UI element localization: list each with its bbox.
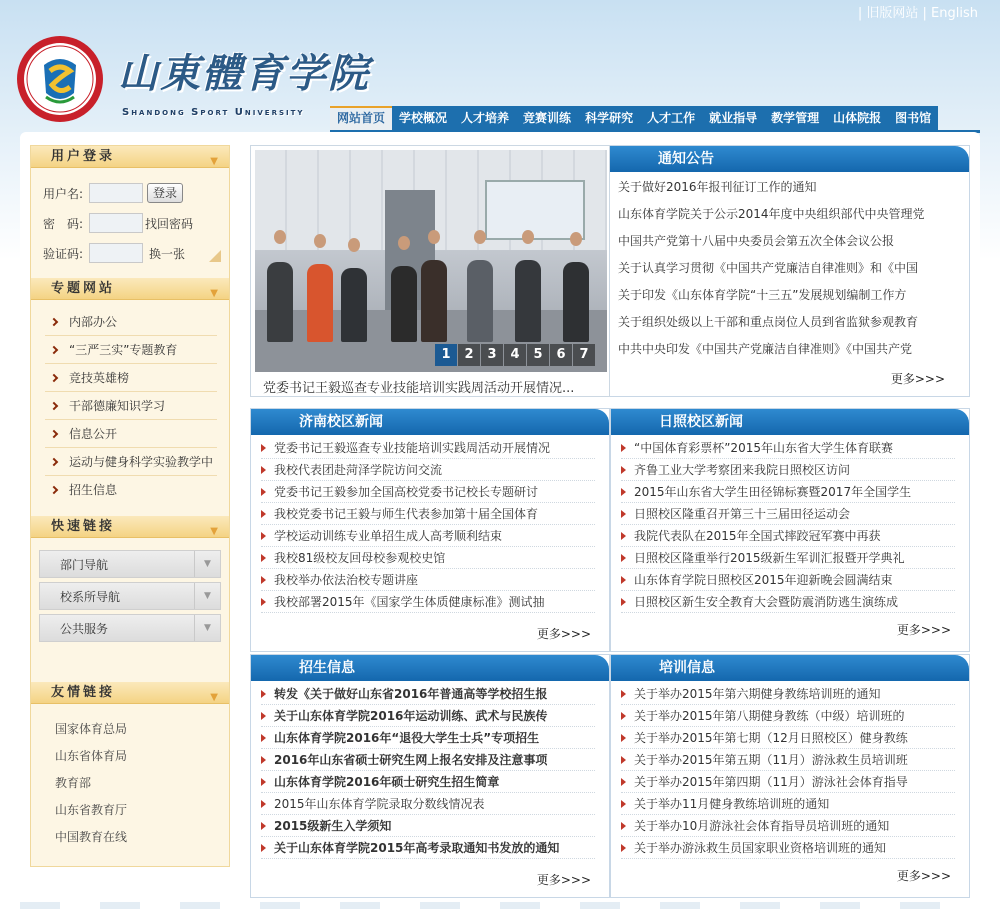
notice-item[interactable]: 关于认真学习贯彻《中国共产党廉洁自律准则》和《中国 bbox=[618, 261, 919, 275]
admissions-list bbox=[251, 681, 609, 859]
slide-page-button[interactable]: 7 bbox=[573, 344, 595, 366]
news-item[interactable]: 日照校区隆重举行2015级新生军训汇报暨开学典礼 bbox=[621, 547, 955, 569]
nav-university-newspaper[interactable]: 山体院报 bbox=[826, 106, 888, 131]
nav-talent-work[interactable]: 人才工作 bbox=[640, 106, 702, 131]
bullet-icon bbox=[261, 510, 266, 518]
friend-link[interactable]: 山东省教育厅 bbox=[55, 803, 128, 817]
bullet-icon bbox=[261, 756, 266, 764]
topic-item[interactable] bbox=[45, 308, 217, 336]
bullet-icon bbox=[621, 778, 626, 786]
admission-item[interactable]: 山东体育学院2016年“退役大学生士兵”专项招生 bbox=[261, 727, 595, 749]
topic-item[interactable] bbox=[45, 336, 217, 364]
admission-item[interactable]: 2015年山东体育学院录取分数线情况表 bbox=[261, 793, 595, 815]
chevron-down-icon: ▼ bbox=[194, 583, 220, 609]
training-item[interactable]: 关于举办游泳救生员国家职业资格培训班的通知 bbox=[621, 837, 955, 859]
notice-item[interactable]: 山东体育学院关于公示2014年度中央组织部代中央管理党 bbox=[618, 207, 925, 221]
training-panel bbox=[610, 654, 970, 898]
college-nav-select[interactable] bbox=[39, 582, 221, 610]
admission-item[interactable]: 转发《关于做好山东省2016年普通高等学校招生报 bbox=[261, 683, 595, 705]
rizhao-more-link[interactable]: 更多>>> bbox=[896, 623, 951, 637]
news-item[interactable]: 我校部署2015年《国家学生体质健康标准》测试抽 bbox=[261, 591, 595, 613]
slideshow-caption[interactable]: 党委书记王毅巡查专业技能培训实践周活动开展情况... bbox=[263, 381, 575, 396]
bullet-icon bbox=[621, 532, 626, 540]
captcha-input[interactable] bbox=[89, 243, 143, 263]
training-item[interactable]: 关于举办10月游泳社会体育指导员培训班的通知 bbox=[621, 815, 955, 837]
login-button[interactable]: 登录 bbox=[147, 183, 183, 203]
slide-page-button[interactable]: 5 bbox=[527, 344, 549, 366]
news-item[interactable]: 日照校区隆重召开第三十三届田径运动会 bbox=[621, 503, 955, 525]
english-link[interactable]: English bbox=[931, 6, 978, 21]
training-item[interactable]: 关于举办2015年第八期健身教练（中级）培训班的 bbox=[621, 705, 955, 727]
arrow-right-icon bbox=[50, 486, 58, 494]
news-item[interactable]: 学校运动训练专业单招生成人高考顺利结束 bbox=[261, 525, 595, 547]
chevron-down-icon: ▼ bbox=[210, 692, 221, 703]
select-label: 部门导航 bbox=[60, 557, 109, 572]
bullet-icon bbox=[621, 510, 626, 518]
bullet-icon bbox=[621, 466, 626, 474]
slide-page-button[interactable]: 6 bbox=[550, 344, 572, 366]
topic-item[interactable] bbox=[45, 448, 217, 476]
bullet-icon bbox=[621, 598, 626, 606]
rizhao-news-header bbox=[611, 409, 969, 435]
news-item[interactable]: 我校举办依法治校专题讲座 bbox=[261, 569, 595, 591]
rizhao-news-title: 日照校区新闻 bbox=[611, 409, 969, 435]
news-item[interactable]: 党委书记王毅巡查专业技能培训实践周活动开展情况 bbox=[261, 437, 595, 459]
sidebar bbox=[30, 145, 230, 867]
nav-employment[interactable]: 就业指导 bbox=[702, 106, 764, 131]
separator: | bbox=[857, 6, 863, 21]
bullet-icon bbox=[261, 844, 266, 852]
public-service-select[interactable] bbox=[39, 614, 221, 642]
bullet-icon bbox=[621, 844, 626, 852]
news-item[interactable]: 我校党委书记王毅与师生代表参加第十届全国体育 bbox=[261, 503, 595, 525]
jinan-news-list bbox=[251, 435, 609, 613]
topic-label: “三严三实”专题教育 bbox=[69, 342, 178, 357]
select-label: 校系所导航 bbox=[60, 589, 121, 604]
username-label: 用户名: bbox=[43, 186, 84, 201]
main-nav bbox=[330, 106, 938, 131]
jinan-news-panel bbox=[250, 408, 610, 652]
arrow-right-icon bbox=[50, 429, 58, 437]
admission-item[interactable]: 关于山东体育学院2016年运动训练、武术与民族传 bbox=[261, 705, 595, 727]
university-seal-logo[interactable] bbox=[16, 35, 104, 123]
change-captcha-link[interactable]: 换一张 bbox=[149, 246, 186, 261]
bullet-icon bbox=[621, 822, 626, 830]
bullet-icon bbox=[261, 532, 266, 540]
bullet-icon bbox=[621, 554, 626, 562]
training-more-link[interactable]: 更多>>> bbox=[896, 869, 951, 883]
friend-link[interactable]: 国家体育总局 bbox=[55, 722, 128, 736]
chevron-down-icon: ▼ bbox=[210, 526, 221, 537]
arrow-right-icon bbox=[50, 345, 58, 353]
bullet-icon bbox=[261, 598, 266, 606]
training-header bbox=[611, 655, 969, 681]
news-item[interactable]: 齐鲁工业大学考察团来我院日照校区访问 bbox=[621, 459, 955, 481]
rizhao-news-panel bbox=[610, 408, 970, 652]
select-label: 公共服务 bbox=[60, 621, 109, 636]
nav-competition-training[interactable]: 竞赛训练 bbox=[516, 106, 578, 131]
bullet-icon bbox=[261, 466, 266, 474]
slideshow-pager bbox=[434, 344, 595, 366]
bullet-icon bbox=[621, 756, 626, 764]
admissions-panel bbox=[250, 654, 610, 898]
bullet-icon bbox=[621, 444, 626, 452]
login-form bbox=[31, 168, 229, 278]
nav-home[interactable]: 网站首页 bbox=[330, 106, 392, 131]
bullet-icon bbox=[621, 734, 626, 742]
topics-title: 专题网站 bbox=[51, 281, 116, 296]
topic-item[interactable] bbox=[45, 364, 217, 392]
news-slideshow bbox=[250, 145, 610, 397]
topic-label: 竞技英雄榜 bbox=[69, 370, 130, 385]
username-input[interactable] bbox=[89, 183, 143, 203]
rizhao-news-list bbox=[611, 435, 969, 613]
bullet-icon bbox=[261, 444, 266, 452]
friend-links-title: 友情链接 bbox=[51, 685, 116, 700]
bullet-icon bbox=[621, 690, 626, 698]
notice-title: 通知公告 bbox=[610, 146, 969, 172]
bullet-icon bbox=[261, 554, 266, 562]
admissions-more-link[interactable]: 更多>>> bbox=[536, 873, 591, 887]
notice-list bbox=[610, 172, 969, 363]
bullet-icon bbox=[621, 800, 626, 808]
chevron-down-icon: ▼ bbox=[210, 156, 221, 167]
bullet-icon bbox=[261, 488, 266, 496]
training-item[interactable]: 关于举办2015年第六期健身教练培训班的通知 bbox=[621, 683, 955, 705]
training-item[interactable]: 关于举办11月健身教练培训班的通知 bbox=[621, 793, 955, 815]
login-header bbox=[31, 146, 229, 168]
slide-page-button[interactable]: 2 bbox=[458, 344, 480, 366]
department-nav-select[interactable] bbox=[39, 550, 221, 578]
friend-link[interactable]: 中国教育在线 bbox=[55, 830, 128, 844]
topic-label: 信息公开 bbox=[69, 426, 118, 441]
news-item[interactable]: 我校81级校友回母校参观校史馆 bbox=[261, 547, 595, 569]
bullet-icon bbox=[621, 712, 626, 720]
chevron-down-icon: ▼ bbox=[194, 551, 220, 577]
arrow-right-icon bbox=[50, 317, 58, 325]
slide-page-button[interactable]: 3 bbox=[481, 344, 503, 366]
notice-item[interactable]: 中共中央印发《中国共产党廉洁自律准则》《中国共产党 bbox=[618, 342, 913, 356]
password-label: 密 码: bbox=[43, 216, 84, 231]
news-item[interactable]: 党委书记王毅参加全国高校党委书记校长专题研讨 bbox=[261, 481, 595, 503]
admission-item[interactable]: 2015级新生入学须知 bbox=[261, 815, 595, 837]
logo-chinese-name[interactable]: 山東體育学院 bbox=[118, 50, 370, 97]
training-item[interactable]: 关于举办2015年第四期（11月）游泳社会体育指导 bbox=[621, 771, 955, 793]
slide-page-button[interactable]: 1 bbox=[435, 344, 457, 366]
topic-item[interactable] bbox=[45, 392, 217, 420]
slide-page-button[interactable]: 4 bbox=[504, 344, 526, 366]
find-password-link[interactable]: 找回密码 bbox=[145, 216, 194, 231]
logo-english-name: Shandong Sport University bbox=[122, 107, 305, 118]
training-item[interactable]: 关于举办2015年第五期（11月）游泳救生员培训班 bbox=[621, 749, 955, 771]
news-item[interactable]: 日照校区新生安全教育大会暨防震消防逃生演练成 bbox=[621, 591, 955, 613]
nav-school-overview[interactable]: 学校概况 bbox=[392, 106, 454, 131]
bullet-icon bbox=[621, 576, 626, 584]
admissions-header bbox=[251, 655, 609, 681]
arrow-right-icon bbox=[50, 401, 58, 409]
chevron-down-icon: ▼ bbox=[194, 615, 220, 641]
news-item[interactable]: 山东体育学院日照校区2015年迎新晚会圆满结束 bbox=[621, 569, 955, 591]
topic-list bbox=[31, 300, 229, 504]
topic-item[interactable] bbox=[45, 476, 217, 504]
separator: | bbox=[922, 6, 927, 21]
notice-item[interactable]: 关于组织处级以上干部和重点岗位人员到省监狱参观教育 bbox=[618, 315, 919, 329]
nav-teaching-management[interactable]: 教学管理 bbox=[764, 106, 826, 131]
nav-talent-training[interactable]: 人才培养 bbox=[454, 106, 516, 131]
password-input[interactable] bbox=[89, 213, 143, 233]
friend-links bbox=[31, 704, 229, 851]
training-title: 培训信息 bbox=[611, 655, 969, 681]
login-title: 用户登录 bbox=[51, 149, 116, 164]
nav-research[interactable]: 科学研究 bbox=[578, 106, 640, 131]
topics-header bbox=[31, 278, 229, 300]
bullet-icon bbox=[621, 488, 626, 496]
topic-label: 运动与健身科学实验教学中 bbox=[69, 454, 214, 469]
news-item[interactable]: 我校代表团赴菏泽学院访问交流 bbox=[261, 459, 595, 481]
footer-decoration bbox=[20, 902, 980, 909]
admission-item[interactable]: 2016年山东省硕士研究生网上报名安排及注意事项 bbox=[261, 749, 595, 771]
admission-item[interactable]: 山东体育学院2016年硕士研究生招生简章 bbox=[261, 771, 595, 793]
jinan-more-link[interactable]: 更多>>> bbox=[536, 627, 591, 641]
bullet-icon bbox=[261, 576, 266, 584]
old-site-link[interactable]: 旧版网站 bbox=[866, 6, 919, 21]
quick-links-title: 快速链接 bbox=[51, 519, 116, 534]
notice-more-link[interactable]: 更多>>> bbox=[890, 372, 945, 386]
admission-item[interactable]: 关于山东体育学院2015年高考录取通知书发放的通知 bbox=[261, 837, 595, 859]
topic-label: 内部办公 bbox=[69, 314, 118, 329]
friend-links-header bbox=[31, 682, 229, 704]
news-item[interactable]: 2015年山东省大学生田径锦标赛暨2017年全国学生 bbox=[621, 481, 955, 503]
bullet-icon bbox=[261, 800, 266, 808]
topic-label: 招生信息 bbox=[69, 483, 118, 497]
notice-item[interactable]: 关于做好2016年报刊征订工作的通知 bbox=[618, 180, 817, 194]
chevron-down-icon: ▼ bbox=[210, 288, 221, 299]
top-links bbox=[858, 2, 978, 21]
jinan-news-title: 济南校区新闻 bbox=[251, 409, 609, 435]
notice-panel bbox=[610, 145, 970, 397]
slideshow-photo[interactable] bbox=[255, 150, 607, 372]
notice-item[interactable]: 中国共产党第十八届中央委员会第五次全体会议公报 bbox=[618, 234, 895, 248]
bullet-icon bbox=[261, 712, 266, 720]
bullet-icon bbox=[261, 690, 266, 698]
news-item[interactable]: “中国体育彩票杯”2015年山东省大学生体育联赛 bbox=[621, 437, 955, 459]
training-item[interactable]: 关于举办2015年第七期（12月日照校区）健身教练 bbox=[621, 727, 955, 749]
friend-link[interactable]: 教育部 bbox=[55, 776, 92, 790]
corner-decoration bbox=[209, 250, 221, 262]
quick-links-header bbox=[31, 516, 229, 538]
news-item[interactable]: 我院代表队在2015年全国式摔跤冠军赛中再获 bbox=[621, 525, 955, 547]
quick-links bbox=[31, 538, 229, 642]
arrow-right-icon bbox=[50, 373, 58, 381]
notice-item[interactable]: 关于印发《山东体育学院“十三五”发展规划编制工作方 bbox=[618, 288, 907, 302]
bullet-icon bbox=[261, 822, 266, 830]
nav-library[interactable]: 图书馆 bbox=[888, 106, 938, 131]
topic-label: 干部德廉知识学习 bbox=[69, 398, 166, 413]
topic-item[interactable] bbox=[45, 420, 217, 448]
bullet-icon bbox=[261, 778, 266, 786]
training-list bbox=[611, 681, 969, 859]
bullet-icon bbox=[261, 734, 266, 742]
notice-header bbox=[610, 146, 969, 172]
admissions-title: 招生信息 bbox=[251, 655, 609, 681]
jinan-news-header bbox=[251, 409, 609, 435]
arrow-right-icon bbox=[50, 457, 58, 465]
friend-link[interactable]: 山东省体育局 bbox=[55, 749, 128, 763]
captcha-label: 验证码: bbox=[43, 246, 84, 261]
